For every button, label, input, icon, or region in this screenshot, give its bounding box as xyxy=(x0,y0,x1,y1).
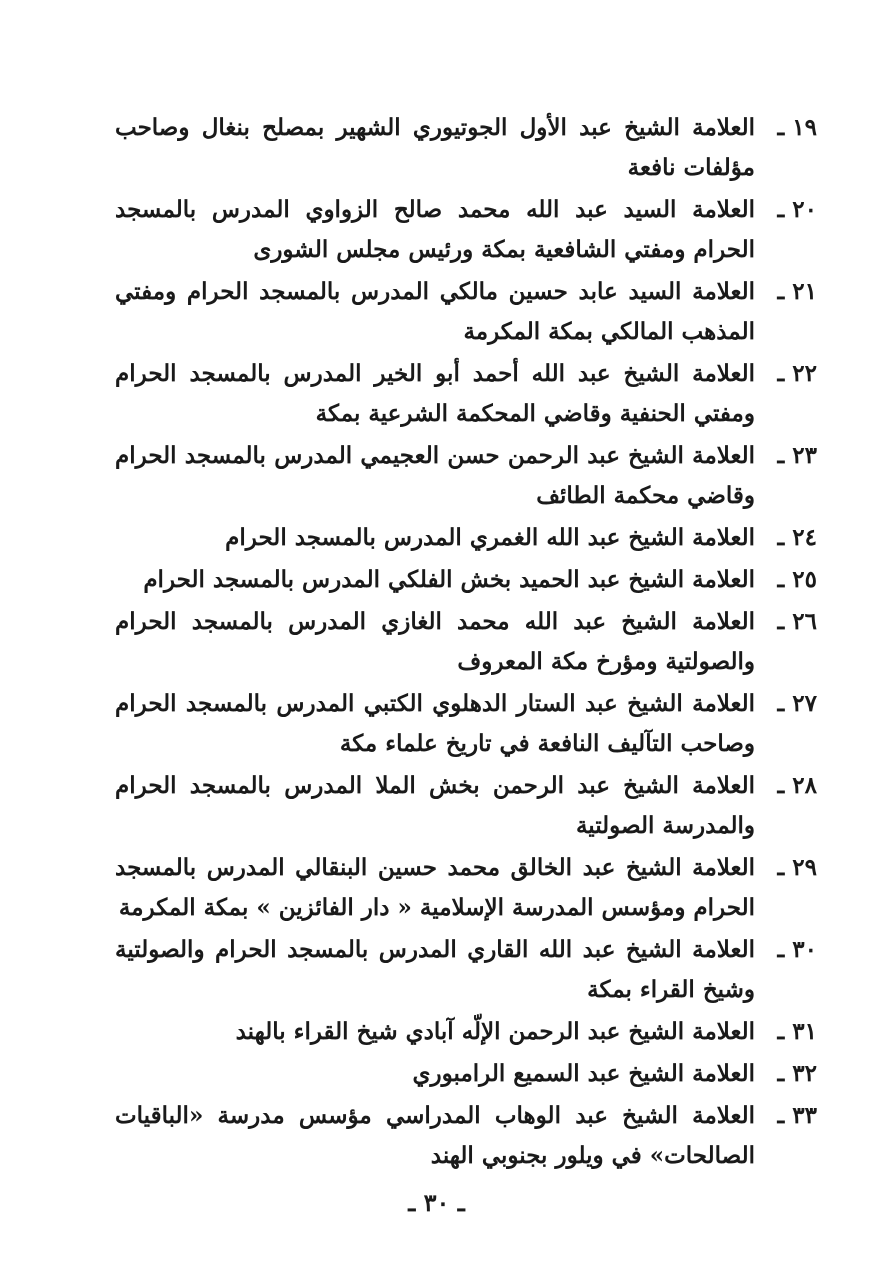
entry-text: العلامة الشيخ عبد الحميد بخش الفلكي المدرس بالمسجد الحرام xyxy=(143,566,755,593)
list-item xyxy=(115,1012,817,1052)
entry-text: العلامة السيد عبد الله محمد صالح الزواوي المدرس بالمسجد الحرام ومفتي الشافعية بمكة ورئيس مجلس الشورى xyxy=(115,196,755,263)
entry-number: ٢٥ ـ xyxy=(777,566,817,593)
list-item xyxy=(115,108,817,188)
entry-number: ٢٠ ـ xyxy=(777,196,817,223)
entry-text: العلامة الشيخ عبد الرحمن الإلّه آبادي شيخ القراء بالهند xyxy=(235,1018,755,1045)
entry-text: العلامة الشيخ عبد السميع الرامبوري xyxy=(412,1060,755,1087)
entry-text: العلامة الشيخ عبد الستار الدهلوي الكتبي المدرس بالمسجد الحرام وصاحب التآليف النافعة في تاريخ علماء مكة xyxy=(115,690,755,757)
entry-text: العلامة الشيخ عبد الله القاري المدرس بالمسجد الحرام والصولتية وشيخ القراء بمكة xyxy=(115,936,755,1003)
list-item xyxy=(115,518,817,558)
entry-number: ٢١ ـ xyxy=(777,278,817,305)
list-item xyxy=(115,190,817,270)
entry-number: ٢٧ ـ xyxy=(777,690,817,717)
entry-text: العلامة السيد عابد حسين مالكي المدرس بالمسجد الحرام ومفتي المذهب المالكي بمكة المكرمة xyxy=(115,278,755,345)
entry-number: ٢٩ ـ xyxy=(777,854,817,881)
entry-text: العلامة الشيخ عبد الرحمن بخش الملا المدرس بالمسجد الحرام والمدرسة الصولتية xyxy=(115,772,755,839)
list-item xyxy=(115,684,817,764)
entry-number: ٣٣ ـ xyxy=(777,1102,817,1129)
list-item xyxy=(115,354,817,434)
list-item xyxy=(115,602,817,682)
entry-text: العلامة الشيخ عبد الوهاب المدراسي مؤسس مدرسة «الباقيات الصالحات» في ويلور بجنوبي الهند xyxy=(115,1102,755,1169)
entry-number: ١٩ ـ xyxy=(777,114,817,141)
page-number: ـ ٣٠ ـ xyxy=(408,1188,465,1217)
entry-number: ٣١ ـ xyxy=(777,1018,817,1045)
entry-number: ٣٢ ـ xyxy=(777,1060,817,1087)
list-item xyxy=(115,930,817,1010)
list-item xyxy=(115,272,817,352)
list-item xyxy=(115,560,817,600)
entry-text: العلامة الشيخ عبد الله محمد الغازي المدرس بالمسجد الحرام والصولتية ومؤرخ مكة المعروف xyxy=(115,608,755,675)
entry-text: العلامة الشيخ عبد الرحمن حسن العجيمي المدرس بالمسجد الحرام وقاضي محكمة الطائف xyxy=(115,442,755,509)
entry-number: ٢٢ ـ xyxy=(777,360,817,387)
list-item xyxy=(115,436,817,516)
entry-number: ٢٦ ـ xyxy=(777,608,817,635)
list-item xyxy=(115,848,817,928)
entry-text: العلامة الشيخ عبد الله أحمد أبو الخير المدرس بالمسجد الحرام ومفتي الحنفية وقاضي المحكمة الشرعية بمكة xyxy=(115,360,755,427)
entry-number: ٢٣ ـ xyxy=(777,442,817,469)
entry-text: العلامة الشيخ عبد الخالق محمد حسين البنقالي المدرس بالمسجد الحرام ومؤسس المدرسة الإسلامية « دار الفائزين » بمكة المكرمة xyxy=(115,854,755,921)
entry-text: العلامة الشيخ عبد الأول الجوتيوري الشهير بمصلح بنغال وصاحب مؤلفات نافعة xyxy=(115,114,755,181)
entry-number: ٢٤ ـ xyxy=(777,524,817,551)
list-item xyxy=(115,1054,817,1094)
entry-number: ٣٠ ـ xyxy=(777,936,817,963)
list-item xyxy=(115,1096,817,1176)
entry-text: العلامة الشيخ عبد الله الغمري المدرس بالمسجد الحرام xyxy=(225,524,755,551)
entry-number: ٢٨ ـ xyxy=(777,772,817,799)
list-item xyxy=(115,766,817,846)
scholars-list xyxy=(115,108,817,1178)
